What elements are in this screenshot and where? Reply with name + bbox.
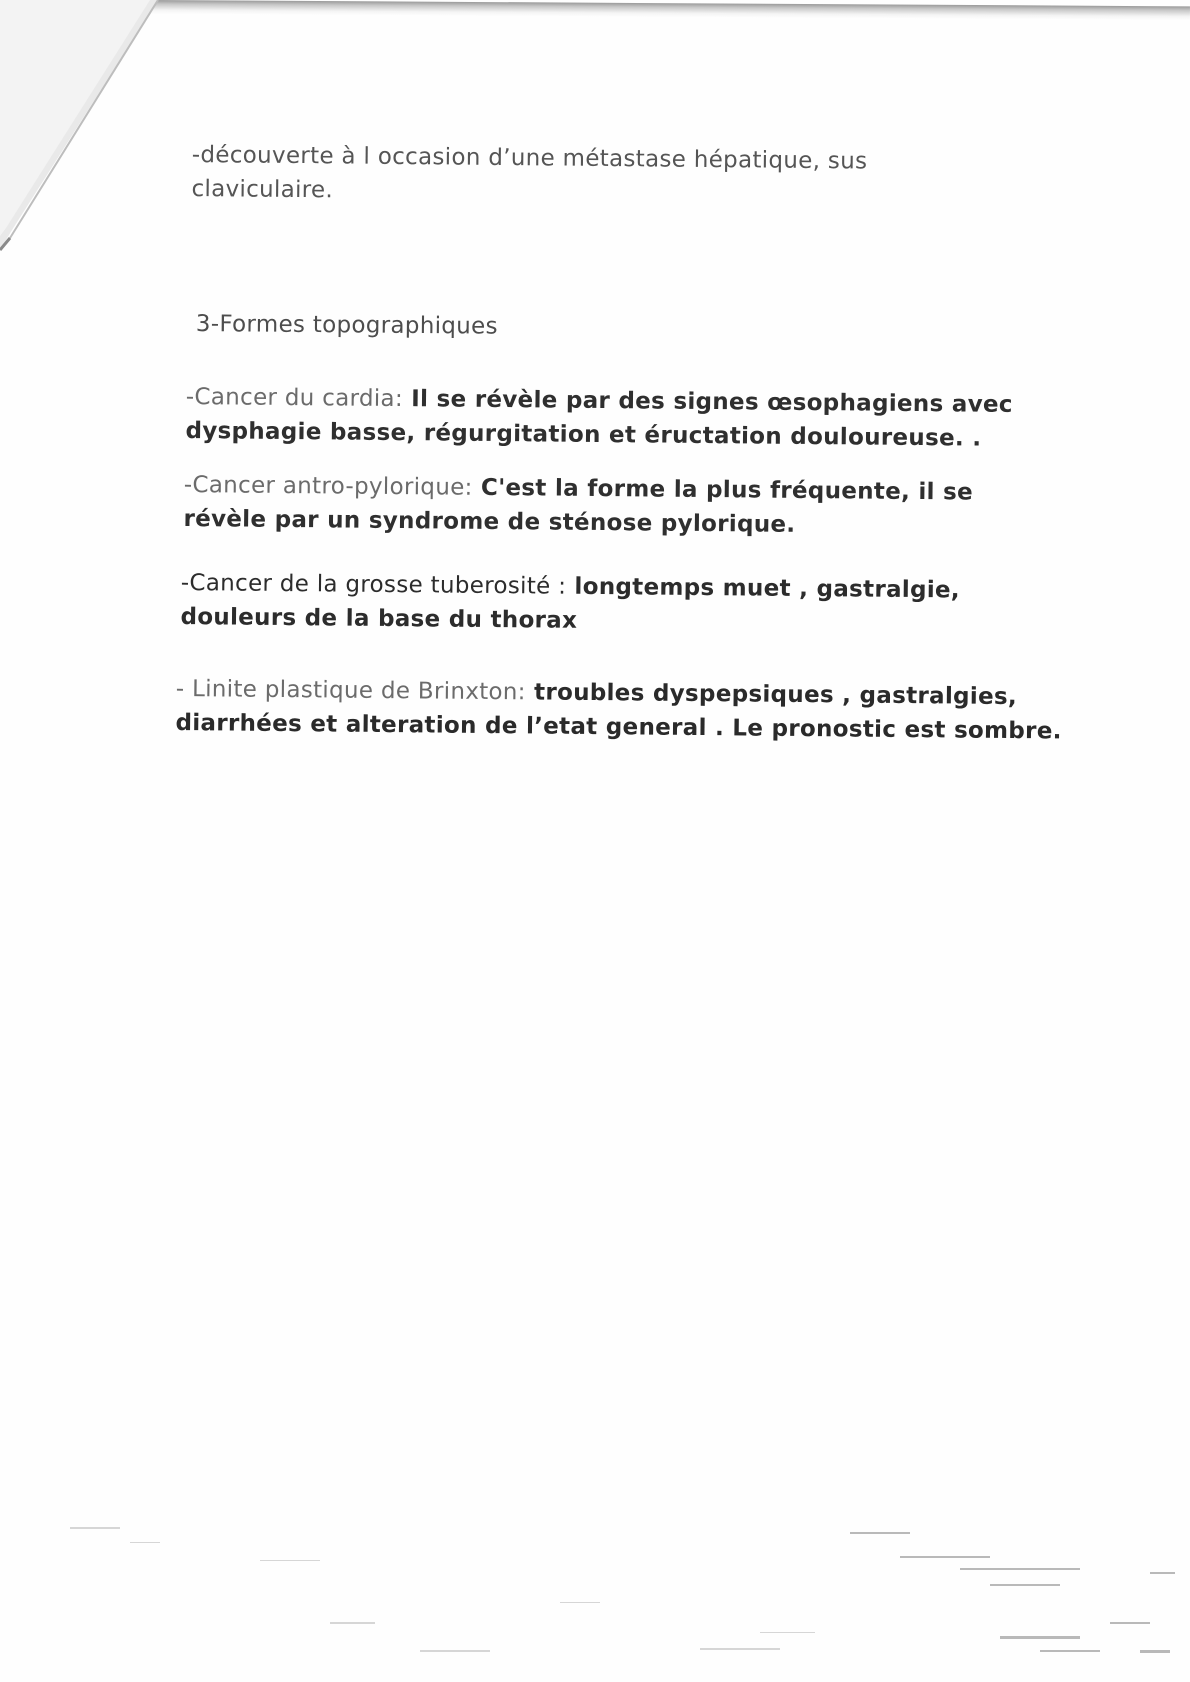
form-grosse-tuberosite-lead: -Cancer de la grosse tuberosité : bbox=[180, 569, 567, 600]
form-linite-plastique bbox=[175, 672, 1062, 749]
intro-line-2: claviculaire. bbox=[191, 175, 334, 204]
form-linite-plastique-line-2: diarrhées et alteration de l’etat general . Le pronostic est sombre. bbox=[175, 709, 1062, 745]
form-grosse-tuberosite bbox=[180, 566, 960, 641]
form-antro-pylorique-text: C'est la forme la plus fréquente, il se bbox=[472, 474, 974, 506]
form-cardia-text: Il se révèle par des signes œsophagiens avec bbox=[402, 386, 1013, 418]
form-cardia-line-2: dysphagie basse, régurgitation et éructation douloureuse. . bbox=[185, 417, 982, 452]
form-grosse-tuberosite-line-2: douleurs de la base du thorax bbox=[180, 603, 578, 634]
intro-paragraph bbox=[191, 138, 867, 212]
form-linite-plastique-text: troubles dyspepsiques , gastralgies, bbox=[525, 679, 1018, 711]
intro-line-1: -découverte à l occasion d’une métastase hépatique, sus bbox=[191, 141, 868, 175]
form-grosse-tuberosite-text: longtemps muet , gastralgie, bbox=[566, 573, 961, 604]
section-heading: 3-Formes topographiques bbox=[195, 310, 498, 340]
form-antro-pylorique bbox=[183, 468, 973, 544]
page-corner-fold bbox=[0, 0, 170, 270]
form-antro-pylorique-lead: -Cancer antro-pylorique: bbox=[183, 471, 473, 501]
form-antro-pylorique-line-2: révèle par un syndrome de sténose pylorique. bbox=[183, 505, 796, 538]
form-cardia-lead: -Cancer du cardia: bbox=[185, 383, 404, 413]
form-linite-plastique-lead: - Linite plastique de Brinxton: bbox=[175, 675, 526, 706]
form-cardia bbox=[185, 380, 1013, 456]
scan-noise bbox=[0, 1472, 1190, 1682]
scan-top-edge bbox=[150, 0, 1190, 20]
